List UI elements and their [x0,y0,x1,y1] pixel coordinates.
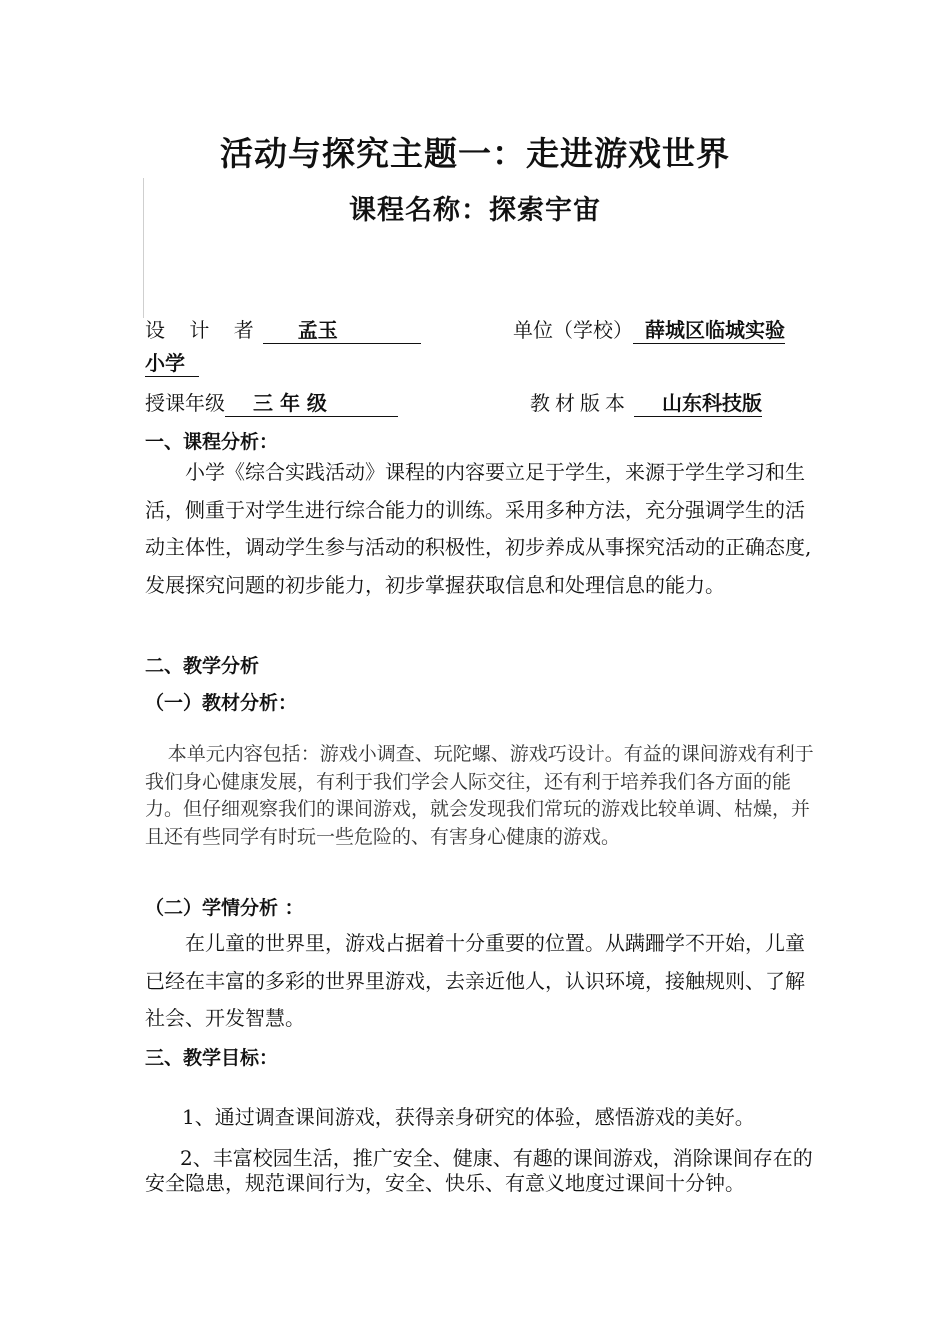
goal-item-1: 1、通过调查课间游戏，获得亲身研究的体验，感悟游戏的美好。 [182,1105,755,1129]
designer-label: 设 计 者 [145,318,263,342]
textbook-label: 教材版本 [530,391,630,415]
grade-value: 三 年 级 [225,390,398,417]
unit-value: 薛城区临城实验 [633,317,785,344]
student-analysis-text: 在儿童的世界里，游戏占据着十分重要的位置。从蹒跚学不开始，儿童已经在丰富的多彩的世界里游戏，去亲近他人，认识环境，接触规则、了解社会、开发智慧。 [145,931,805,1030]
goals-heading: 三、教学目标： [145,1047,279,1069]
textbook-analysis-heading: （一）教材分析： [145,692,298,714]
designer-value: 孟玉 [263,317,421,344]
unit-value-continued: 小学 [145,350,199,377]
goal-item-2: 2、丰富校园生活，推广安全、健康、有趣的课间游戏，消除课间存在的安全隐患，规范课间行为，安全、快乐、有意义地度过课间十分钟。 [145,1146,813,1195]
course-analysis-text: 小学《综合实践活动》课程的内容要立足于学生，来源于学生学习和生活，侧重于对学生进行综合能力的训练。采用多种方法，充分强调学生的活动主体性，调动学生参与活动的积极性，初步养成从事探究活动的正确态度,发展探究问题的初步能力，初步掌握获取信息和处理信息的能力。 [145,460,812,597]
unit-label: 单位（学校） [513,318,633,342]
teaching-analysis-heading: 二、教学分析 [145,655,260,677]
unit-row-continued [145,350,199,377]
student-analysis-heading: （二）学情分析 ： [145,897,304,919]
textbook-row [530,387,762,417]
grade-row [145,387,398,417]
course-analysis-heading: 一、课程分析： [145,431,279,453]
unit-row [513,314,785,344]
course-name: 课程名称：探索宇宙 [349,195,601,226]
page-title: 活动与探究主题一：走进游戏世界 [220,134,730,173]
textbook-value: 山东科技版 [634,390,762,417]
grade-label: 授课年级 [145,391,225,415]
designer-row [145,314,421,344]
textbook-analysis-text: 本单元内容包括：游戏小调查、玩陀螺、游戏巧设计。有益的课间游戏有利于我们身心健康发展，有利于我们学会人际交往，还有利于培养我们各方面的能力。但仔细观察我们的课间游戏，就会发现我们常玩的游戏比较单调、枯燥，并且还有些同学有时玩一些危险的、有害身心健康的游戏。 [145,743,814,848]
